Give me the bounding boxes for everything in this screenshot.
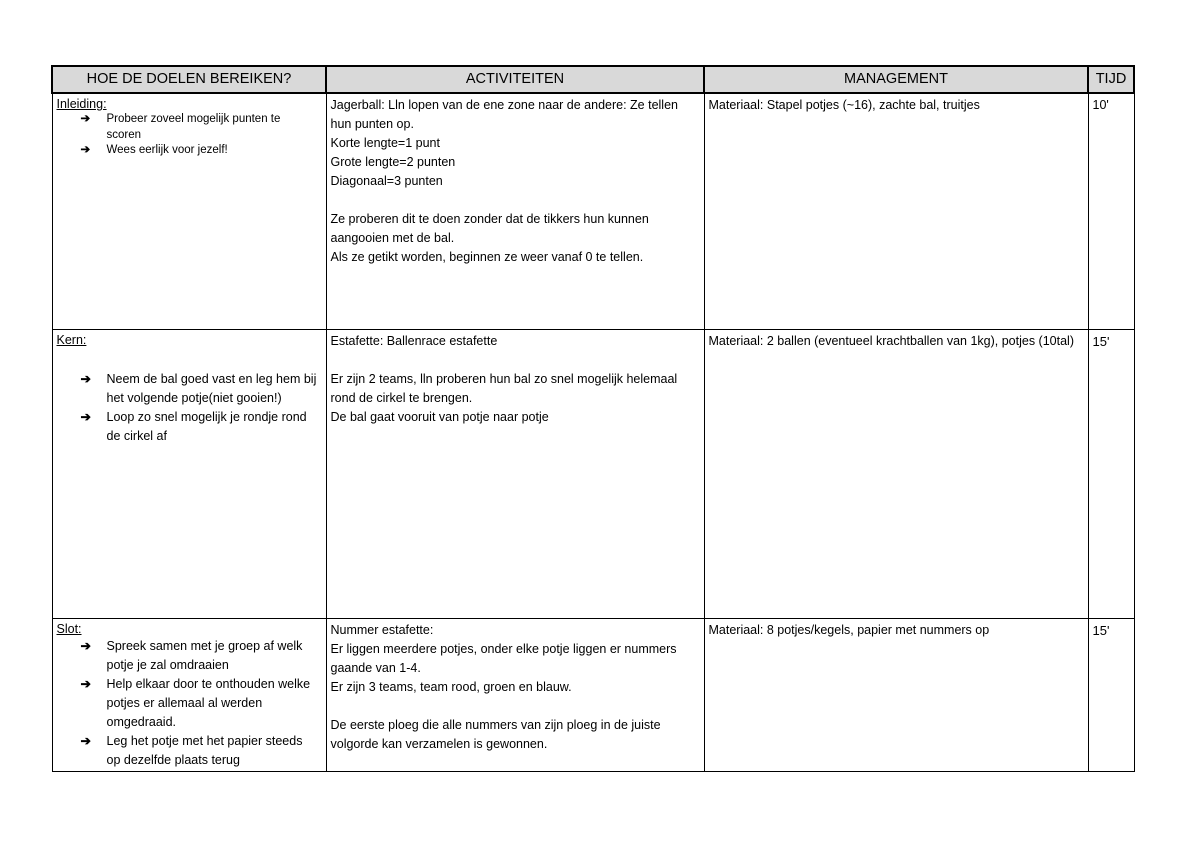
goals-list (57, 370, 322, 446)
table-row-inleiding (52, 93, 1134, 330)
time-cell: 10' (1088, 93, 1134, 330)
goals-list (57, 637, 322, 770)
spacer (57, 348, 322, 367)
activity-cell (326, 619, 704, 772)
table-row-kern (52, 330, 1134, 619)
activity-line (331, 351, 700, 370)
goals-list (57, 112, 322, 159)
list-item: ➔ Loop zo snel mogelijk je rondje rond de cirkel af (80, 410, 307, 443)
arrow-right-icon: ➔ (80, 144, 91, 156)
arrow-right-icon: ➔ (80, 410, 91, 424)
phase-title: Kern: (56, 333, 87, 347)
arrow-right-icon: ➔ (80, 677, 91, 691)
time-cell: 15' (1088, 619, 1134, 772)
activity-line: De eerste ploeg die alle nummers van zijn ploeg in de juiste volgorde kan verzamelen is gewonnen. (330, 718, 661, 751)
activity-line (331, 191, 700, 210)
arrow-right-icon: ➔ (80, 113, 91, 125)
list-item: ➔ Leg het potje met het papier steeds op dezelfde plaats terug (80, 734, 303, 767)
arrow-right-icon: ➔ (80, 639, 91, 653)
lesson-plan-table (51, 65, 1135, 772)
activity-line: Korte lengte=1 punt (330, 136, 440, 150)
list-item: ➔ Wees eerlijk voor jezelf! (57, 143, 322, 159)
table-row-slot (52, 619, 1134, 772)
activity-line: Als ze getikt worden, beginnen ze weer vanaf 0 te tellen. (330, 250, 644, 264)
list-item: ➔ Neem de bal goed vast en leg hem bij het volgende potje(niet gooien!) (80, 372, 317, 405)
activity-line: Ze proberen dit te doen zonder dat de tikkers hun kunnen aangooien met de bal. (330, 212, 649, 245)
goals-cell (52, 619, 326, 772)
activity-line: Nummer estafette: (330, 623, 434, 637)
arrow-right-icon: ➔ (80, 372, 91, 386)
phase-title: Slot: (56, 622, 82, 636)
activity-line: Diagonaal=3 punten (330, 174, 443, 188)
activity-cell (326, 330, 704, 619)
header-goals: HOE DE DOELEN BEREIKEN? (52, 66, 326, 93)
phase-title: Inleiding: (56, 97, 107, 111)
activity-cell (326, 93, 704, 330)
arrow-right-icon: ➔ (80, 734, 91, 748)
header-activities: ACTIVITEITEN (326, 66, 704, 93)
activity-line: De bal gaat vooruit van potje naar potje (330, 410, 549, 424)
management-cell: Materiaal: Stapel potjes (~16), zachte bal, truitjes (704, 93, 1088, 330)
activity-line: Er zijn 3 teams, team rood, groen en blauw. (330, 680, 572, 694)
activity-line: Er liggen meerdere potjes, onder elke potje liggen er nummers gaande van 1-4. (330, 642, 677, 675)
header-time: TIJD (1088, 66, 1134, 93)
header-management: MANAGEMENT (704, 66, 1088, 93)
management-cell: Materiaal: 8 potjes/kegels, papier met nummers op (704, 619, 1088, 772)
list-item: ➔ Probeer zoveel mogelijk punten te scoren (80, 113, 281, 141)
activity-line: Grote lengte=2 punten (330, 155, 456, 169)
activity-line: Jagerball: Lln lopen van de ene zone naar de andere: Ze tellen hun punten op. (330, 98, 678, 131)
header-row (52, 66, 1134, 93)
activity-line: Er zijn 2 teams, lln proberen hun bal zo snel mogelijk helemaal rond de cirkel te brengen. (330, 372, 678, 405)
list-item: ➔ Spreek samen met je groep af welk potje je zal omdraaien (80, 639, 303, 672)
activity-line: Estafette: Ballenrace estafette (330, 334, 498, 348)
management-cell: Materiaal: 2 ballen (eventueel krachtballen van 1kg), potjes (10tal) (704, 330, 1088, 619)
goals-cell (52, 93, 326, 330)
activity-line (331, 697, 700, 716)
time-cell: 15' (1088, 330, 1134, 619)
goals-cell (52, 330, 326, 619)
list-item: ➔ Help elkaar door te onthouden welke potjes er allemaal al werden omgedraaid. (80, 677, 311, 729)
